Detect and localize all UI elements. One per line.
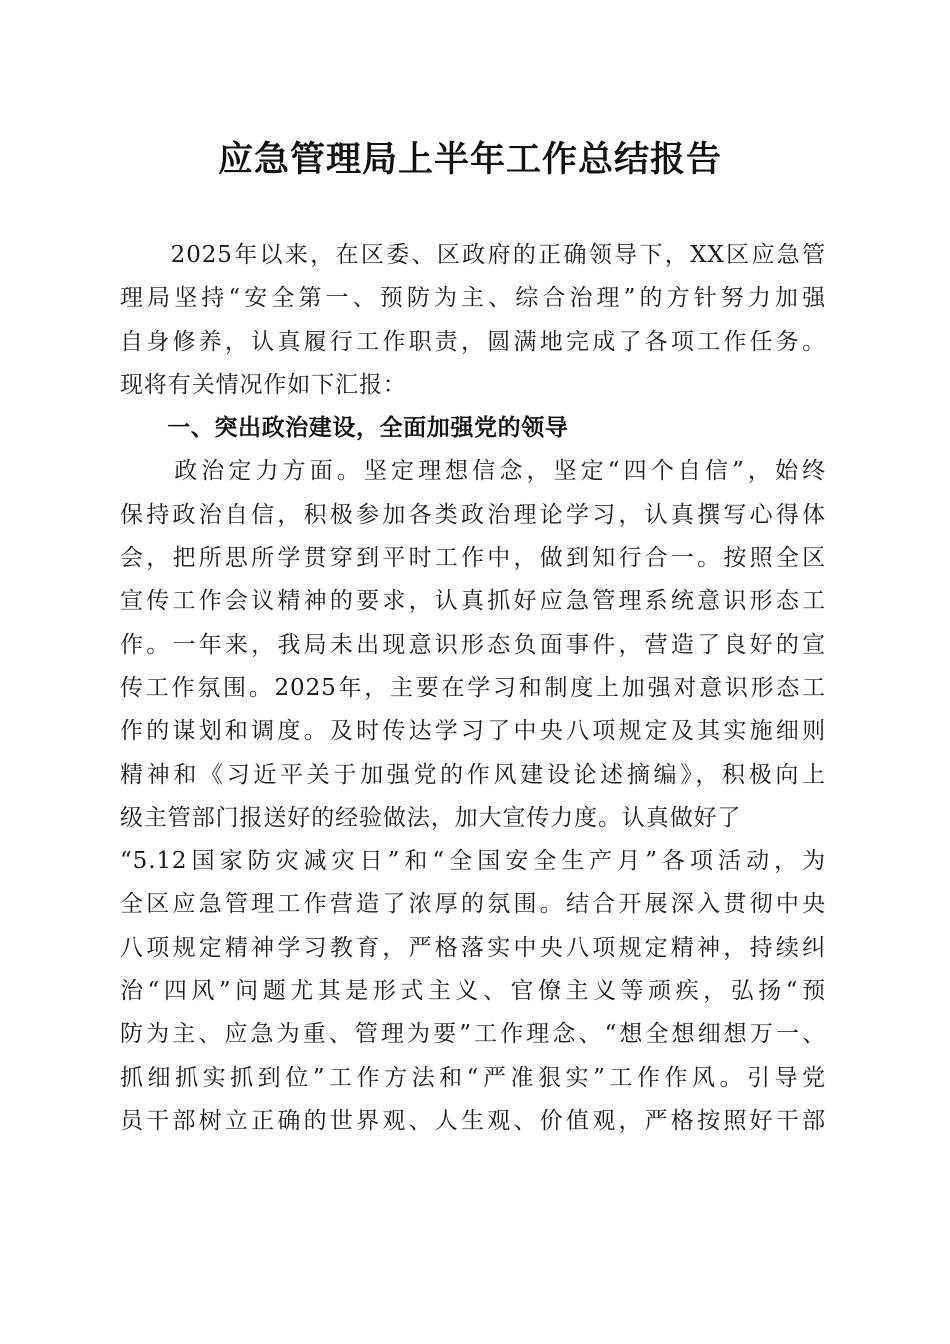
paragraph-line: 八项规定精神学习教育，严格落实中央八项规定精神，持续纠 [120, 934, 826, 961]
paragraph-line: 会，把所思所学贯穿到平时工作中，做到知行合一。按照全区 [120, 545, 826, 572]
paragraph-line: 员干部树立正确的世界观、人生观、价值观，严格按照好干部 [120, 1107, 826, 1134]
paragraph-line: 自身修养，认真履行工作职责，圆满地完成了各项工作任务。 [120, 328, 826, 355]
paragraph-line: 治“四风”问题尤其是形式主义、官僚主义等顽疾，弘扬“预 [120, 978, 826, 1005]
paragraph-line: 宣传工作会议精神的要求，认真抓好应急管理系统意识形态工 [120, 588, 826, 615]
paragraph-line: 精神和《习近平关于加强党的作风建设论述摘编》，积极向上 [120, 761, 826, 788]
paragraph-line: 作的谋划和调度。及时传达学习了中央八项规定及其实施细则 [120, 718, 826, 745]
paragraph-line: 级主管部门报送好的经验做法，加大宣传力度。认真做好了 [120, 804, 742, 831]
paragraph-line: 政治定力方面。坚定理想信念，坚定“四个自信”，始终 [120, 458, 826, 485]
paragraph-line: 保持政治自信，积极参加各类政治理论学习，认真撰写心得体 [120, 501, 826, 528]
paragraph-line: 现将有关情况作如下汇报： [120, 371, 407, 398]
paragraph-line: 2025年以来，在区委、区政府的正确领导下，XX区应急管 [120, 242, 826, 268]
paragraph-line: 传工作氛围。2025年，主要在学习和制度上加强对意识形态工 [120, 674, 826, 701]
paragraph-line: “5.12国家防灾减灾日”和“全国安全生产月”各项活动，为 [120, 848, 826, 875]
paragraph-line: 作。一年来，我局未出现意识形态负面事件，营造了良好的宣 [120, 631, 826, 658]
paragraph-line: 抓细抓实抓到位”工作方法和“严准狠实”工作作风。引导党 [120, 1064, 826, 1091]
paragraph-line: 全区应急管理工作营造了浓厚的氛围。结合开展深入贯彻中央 [120, 891, 826, 918]
paragraph-line: 防为主、应急为重、管理为要”工作理念、“想全想细想万一、 [120, 1021, 826, 1048]
section-heading: 一、突出政治建设，全面加强党的领导 [120, 415, 569, 442]
paragraph-line: 理局坚持“安全第一、预防为主、综合治理”的方针努力加强 [120, 285, 826, 312]
document-title: 应急管理局上半年工作总结报告 [217, 139, 722, 180]
document-body [120, 234, 826, 1143]
